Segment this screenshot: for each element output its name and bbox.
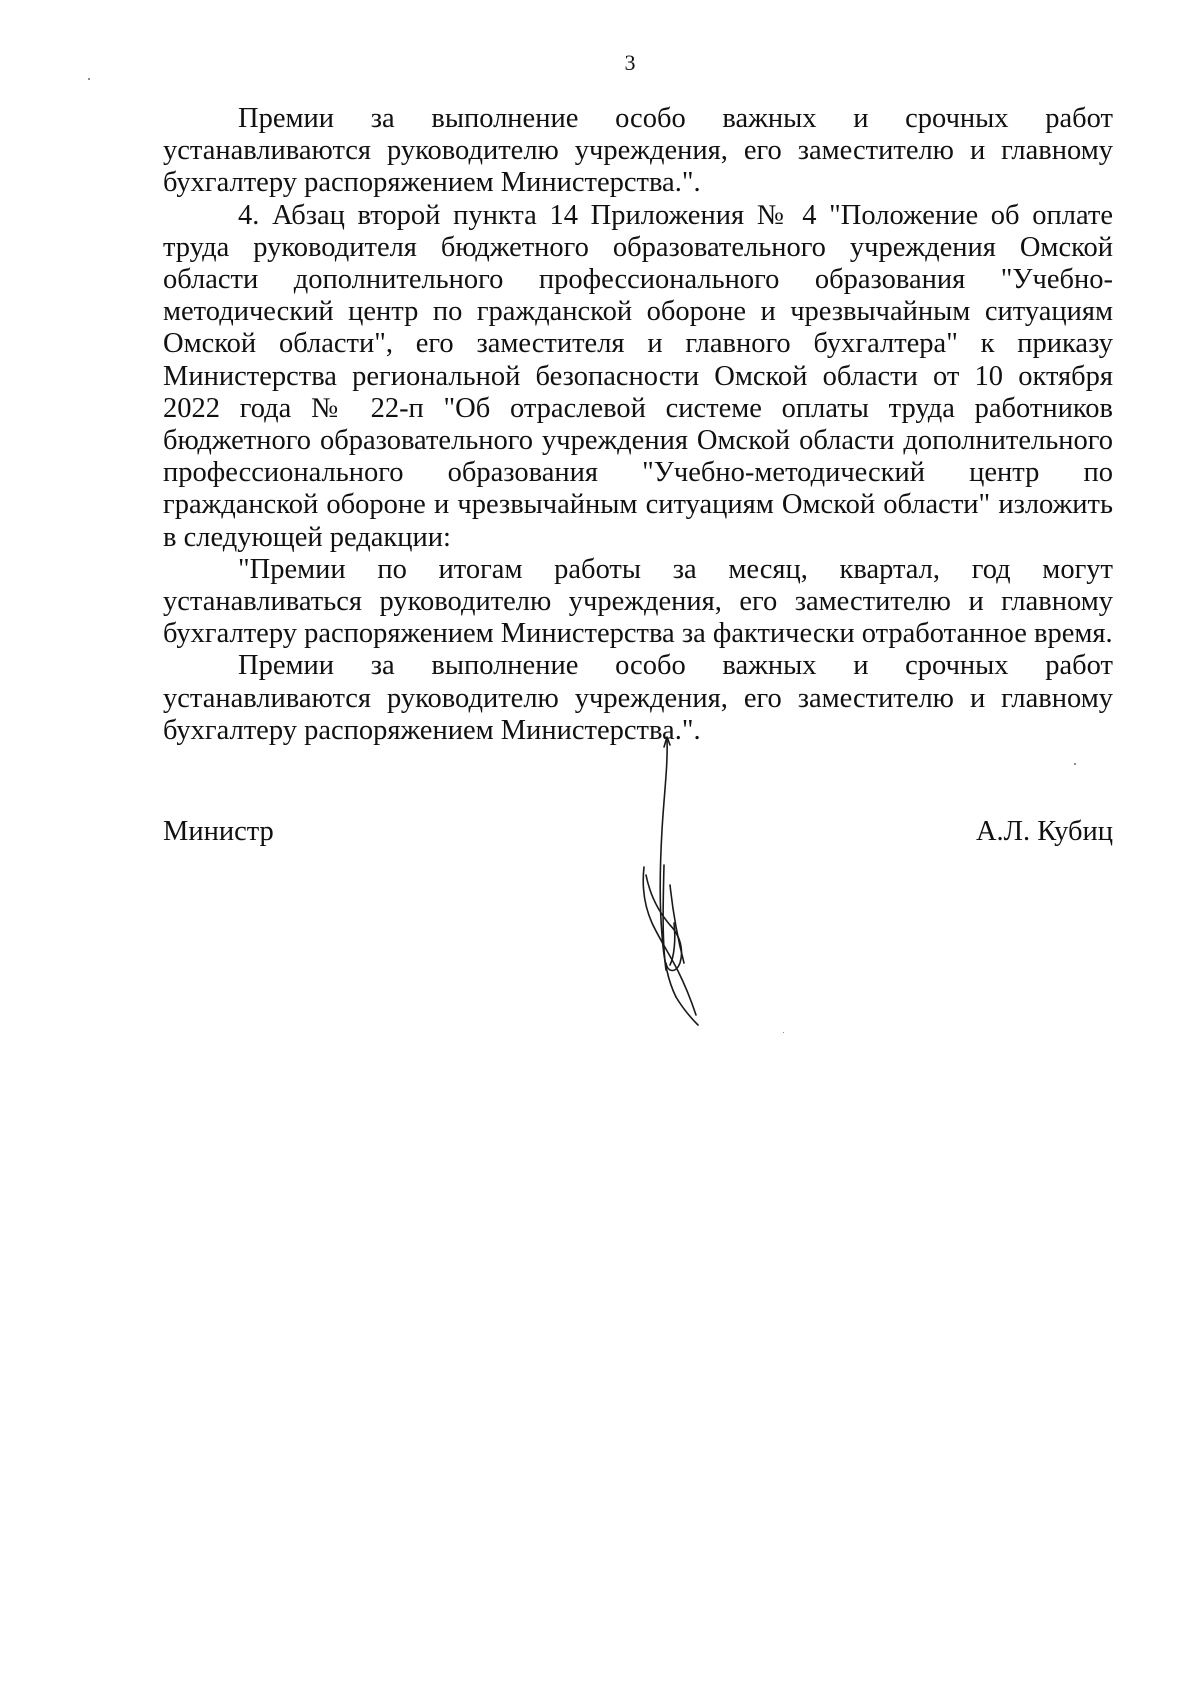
handwritten-signature: [640, 735, 760, 1045]
scan-speck: [88, 78, 90, 80]
document-body: [163, 103, 1113, 747]
paragraph-bonus-urgent-work-repeat: Премии за выполнение особо важных и срочных работ устанавливаются руководителю учреждения, его заместителю и главному бухгалтеру распоряжением Министерства.".: [163, 650, 1113, 746]
page-number: 3: [624, 50, 636, 75]
scan-speck: [1074, 763, 1076, 765]
paragraph-amendment-4: 4. Абзац второй пункта 14 Приложения № 4 "Положение об оплате труда руководителя бюджетного образовательного учреждения Омской области дополнительного профессионального образования "Учебно-методический центр по гражданской обороне и чрезвычайным ситуациям Омской области", его заместителя и главного бухгалтера" к приказу Министерства региональной безопасности Омской области от 10 октября 2022 года № 22-п "Об отраслевой системе оплаты труда работников бюджетного образовательного учреждения Омской области дополнительного профессионального образования "Учебно-методический центр по гражданской обороне и чрезвычайным ситуациям Омской области" изложить в следующей редакции:: [163, 199, 1113, 553]
signatory-title: Министр: [163, 816, 274, 847]
paragraph-bonus-urgent-work: Премии за выполнение особо важных и срочных работ устанавливаются руководителю учреждения, его заместителю и главному бухгалтеру распоряжением Министерства.".: [163, 103, 1113, 199]
scan-speck: [783, 1032, 784, 1033]
paragraph-bonus-period-results: "Премии по итогам работы за месяц, квартал, год могут устанавливаться руководителю учреждения, его заместителю и главному бухгалтеру распоряжением Министерства за фактически отработанное время.: [163, 553, 1113, 650]
signatory-name: А.Л. Кубиц: [975, 816, 1113, 847]
